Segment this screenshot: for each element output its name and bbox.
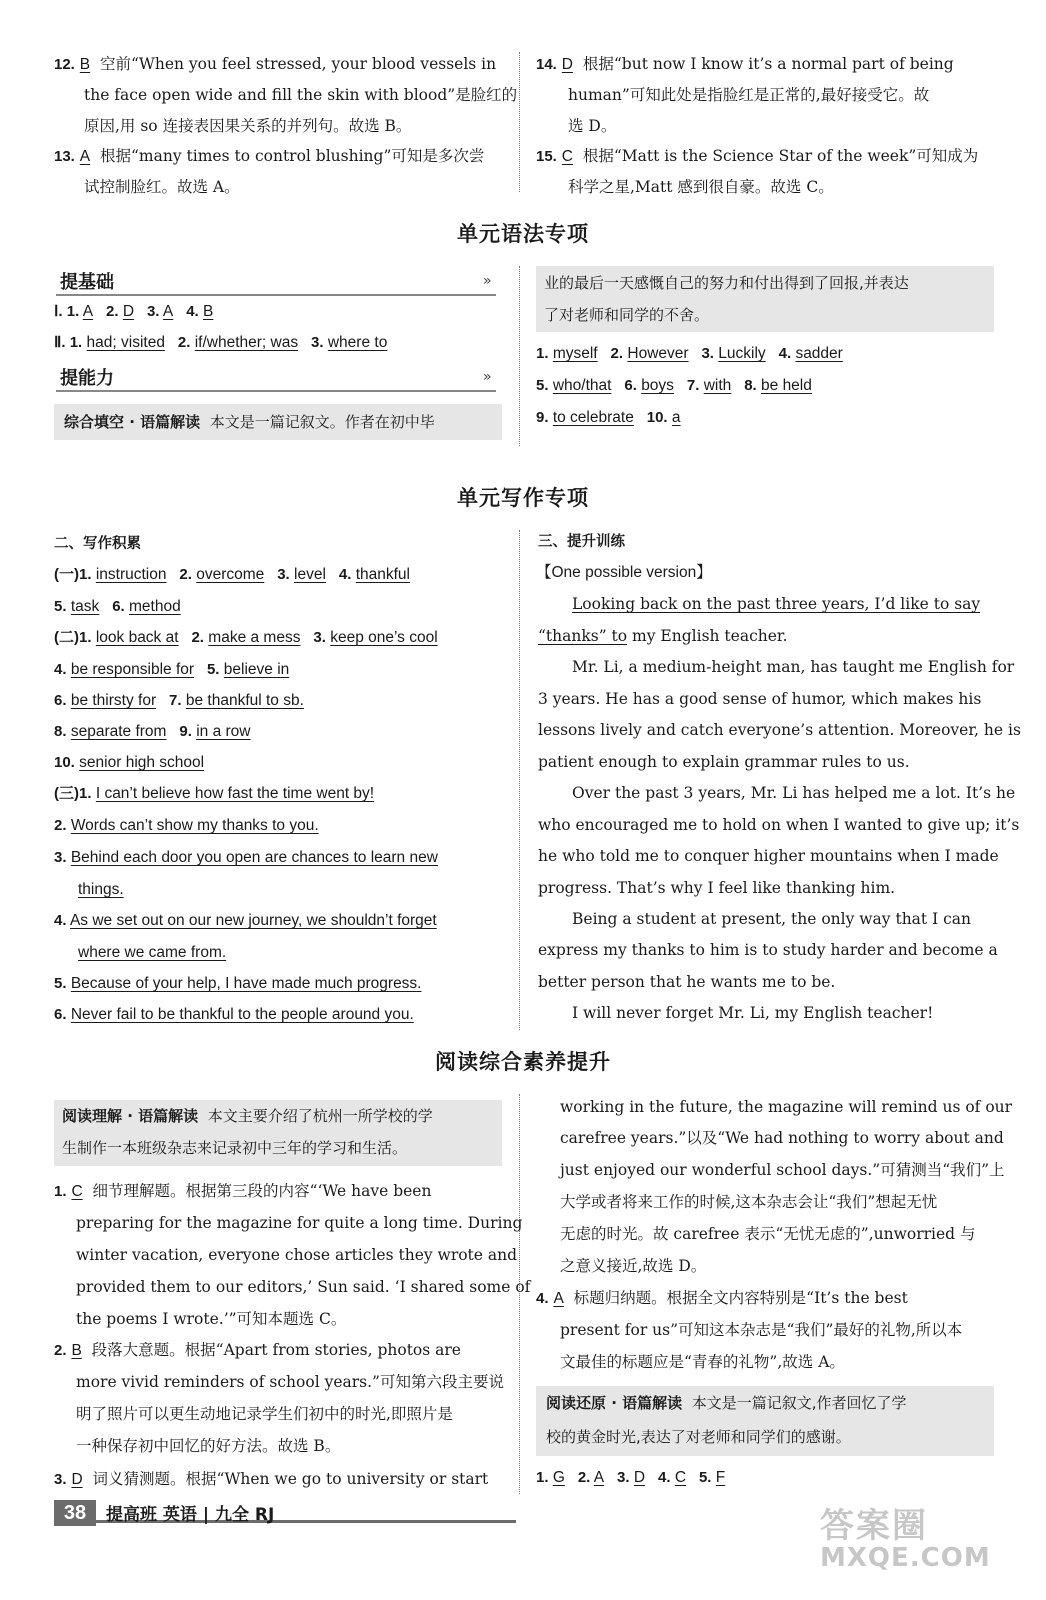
grammar-heading: 单元语法专项 [457, 221, 589, 246]
writing-row-5: 6. be thirsty for 7. be thankful to sb. [54, 692, 304, 709]
essay-p4-line3: better person that he wants me to be. [538, 973, 836, 991]
reading-q1-line5: the poems I wrote.’”可知本题选 C。 [76, 1310, 347, 1328]
writing-row-3: (二)1. look back at 2. make a mess 3. keep one’s cool [54, 629, 438, 646]
reading-q3-line6: 无虑的时光。故 carefree 表示“无忧无虑的”,unworried 与 [560, 1225, 976, 1243]
watermark-bottom: MXQE.COM [820, 1543, 991, 1573]
version-label: 【One possible version】 [536, 564, 712, 581]
reading-q4-line2: present for us”可知这本杂志是“我们”最好的礼物,所以本 [560, 1321, 963, 1339]
grammar-intro-line1: 综合填空 · 语篇解读 本文是一篇记叙文。作者在初中毕 [64, 413, 435, 431]
reading-q2-line2: more vivid reminders of school years.”可知第六段主要说 [76, 1373, 504, 1391]
watermark-top: 答案圈 [820, 1506, 928, 1546]
reading-q3-line3: carefree years.”以及“We had nothing to worry about and [560, 1129, 1004, 1147]
writing-right-heading: 三、提升训练 [538, 534, 625, 550]
essay-p2-line4: patient enough to explain grammar rules to us. [538, 753, 910, 771]
grammar-row1: Ⅰ. 1. A 2. D 3. A 4. B [54, 303, 214, 320]
essay-p3-line3: he who told me to conquer higher mountains when I made [538, 847, 999, 865]
footer-book-title: 提高班 英语 | 九全 RJ [106, 1505, 275, 1525]
reading-heading: 阅读综合素养提升 [435, 1049, 611, 1074]
watermark-logo [820, 1498, 991, 1573]
column-divider [519, 266, 520, 446]
reading-q3-line7: 之意义接近,故选 D。 [560, 1257, 707, 1275]
writing-row-2: 5. task 6. method [54, 598, 181, 615]
reading-q1-line4: provided them to our editors,’ Sun said. ‘I shared some of [76, 1278, 531, 1296]
page-number: 38 [54, 1500, 96, 1526]
writing-sentence-3: 3. Behind each door you open are chances to learn new [54, 849, 438, 866]
reading-q2-line4: 一种保存初中回忆的好方法。故选 B。 [76, 1437, 341, 1455]
essay-p1-line1: Looking back on the past three years, I’d like to say [572, 595, 981, 613]
essay-p2-line3: lessons lively and catch everyone’s attention. Moreover, he is [538, 721, 1021, 739]
q15-line1: 15. C 根据“Matt is the Science Star of the week”可知成为 [536, 147, 979, 165]
q13-line2: 试控制脸红。故选 A。 [84, 178, 240, 196]
reading-restore-line1: 阅读还原 · 语篇解读 本文是一篇记叙文,作者回忆了学 [546, 1394, 907, 1412]
basic-tag-rule [56, 294, 496, 296]
column-divider [519, 52, 520, 192]
writing-sentence-6: 6. Never fail to be thankful to the people around you. [54, 1006, 414, 1023]
basic-tag: 提基础 [60, 272, 114, 293]
reading-q3-line1: 3. D 词义猜测题。根据“When we go to university or start [54, 1470, 489, 1488]
writing-row-4: 4. be responsible for 5. believe in [54, 661, 290, 678]
writing-heading: 单元写作专项 [457, 485, 589, 510]
column-divider [519, 530, 520, 1030]
writing-sentence-5: 5. Because of your help, I have made much progress. [54, 975, 422, 992]
reading-q1-line2: preparing for the magazine for quite a long time. During [76, 1214, 523, 1232]
chevron-right-icon: » [483, 369, 492, 385]
q13-line1: 13. A 根据“many times to control blushing”可知是多次尝 [54, 147, 485, 165]
essay-p2-line1: Mr. Li, a medium-height man, has taught me English for [572, 658, 1015, 676]
essay-p2-line2: 3 years. He has a good sense of humor, which makes his [538, 690, 982, 708]
reading-q4-line1: 4. A 标题归纳题。根据全文内容特别是“It’s the best [536, 1289, 908, 1307]
essay-p3-line4: progress. That’s why I feel like thanking him. [538, 879, 896, 897]
q12-line3: 原因,用 so 连接表因果关系的并列句。故选 B。 [84, 117, 412, 135]
writing-row-7: 10. senior high school [54, 754, 205, 771]
reading-q4-line3: 文最佳的标题应是“青春的礼物”,故选 A。 [560, 1353, 845, 1371]
essay-p1-line2: “thanks” to my English teacher. [538, 627, 788, 645]
essay-p3-line1: Over the past 3 years, Mr. Li has helped me a lot. It’s he [572, 784, 1016, 802]
q12-line2: the face open wide and fill the skin with blood”是脸红的 [84, 86, 518, 104]
essay-p3-line2: who encouraged me to hold on when I wanted to give up; it’s [538, 816, 1020, 834]
reading-intro-line2: 生制作一本班级杂志来记录初中三年的学习和生活。 [62, 1139, 408, 1157]
reading-q1-line1: 1. C 细节理解题。根据第三段的内容“‘We have been [54, 1182, 432, 1200]
reading-q1-line3: winter vacation, everyone chose articles they wrote and [76, 1246, 518, 1264]
grammar-answers-row1: 1. myself 2. However 3. Luckily 4. sadder [536, 345, 843, 362]
grammar-intro-line3: 了对老师和同学的不舍。 [544, 306, 710, 324]
ability-tag: 提能力 [60, 368, 114, 389]
q14-line2: human”可知此处是指脸红是正常的,最好接受它。故 [568, 86, 930, 104]
q15-line2: 科学之星,Matt 感到很自豪。故选 C。 [568, 178, 834, 196]
grammar-answers-row2: 5. who/that 6. boys 7. with 8. be held [536, 377, 812, 394]
grammar-answers-row3: 9. to celebrate 10. a [536, 409, 681, 426]
reading-q3-line5: 大学或者将来工作的时候,这本杂志会让“我们”想起无忧 [560, 1193, 938, 1211]
reading-intro-line1: 阅读理解 · 语篇解读 本文主要介绍了杭州一所学校的学 [62, 1107, 433, 1125]
grammar-row2: Ⅱ. 1. had; visited 2. if/whether; was 3. where to [54, 334, 388, 351]
grammar-intro-line2: 业的最后一天感慨自己的努力和付出得到了回报,并表达 [544, 274, 909, 292]
writing-sentence-2: 2. Words can’t show my thanks to you. [54, 817, 319, 834]
reading-restore-line2: 校的黄金时光,表达了对老师和同学们的感谢。 [546, 1428, 851, 1446]
reading-q3-line2: working in the future, the magazine will remind us of our [560, 1098, 1013, 1116]
ability-tag-rule [56, 390, 496, 392]
essay-p4-line1: Being a student at present, the only way that I can [572, 910, 972, 928]
q12-line1: 12. B 空前“When you feel stressed, your blood vessels in [54, 55, 497, 73]
writing-row-1: (一)1. instruction 2. overcome 3. level 4. thankful [54, 566, 410, 583]
reading-q2-line1: 2. B 段落大意题。根据“Apart from stories, photos are [54, 1341, 461, 1359]
reading-q3-line4: just enjoyed our wonderful school days.”可猜测当“我们”上 [560, 1161, 1005, 1179]
reading-final-answers: 1. G 2. A 3. D 4. C 5. F [536, 1469, 726, 1486]
q14-line1: 14. D 根据“but now I know it’s a normal part of being [536, 55, 954, 73]
chevron-right-icon: » [483, 273, 492, 289]
essay-p4-line2: express my thanks to him is to study harder and become a [538, 941, 998, 959]
writing-row-6: 8. separate from 9. in a row [54, 723, 251, 740]
reading-q2-line3: 明了照片可以更生动地记录学生们初中的时光,即照片是 [76, 1405, 453, 1423]
writing-sentence-4: 4. As we set out on our new journey, we shouldn’t forget [54, 912, 437, 929]
q14-line3: 选 D。 [568, 117, 617, 135]
writing-sentence-1: (三)1. I can’t believe how fast the time went by! [54, 785, 375, 802]
writing-left-heading: 二、写作积累 [54, 536, 141, 552]
writing-sentence-3-cont: things. [78, 881, 124, 898]
essay-p5: I will never forget Mr. Li, my English teacher! [572, 1004, 934, 1022]
writing-sentence-4-cont: where we came from. [78, 944, 227, 961]
